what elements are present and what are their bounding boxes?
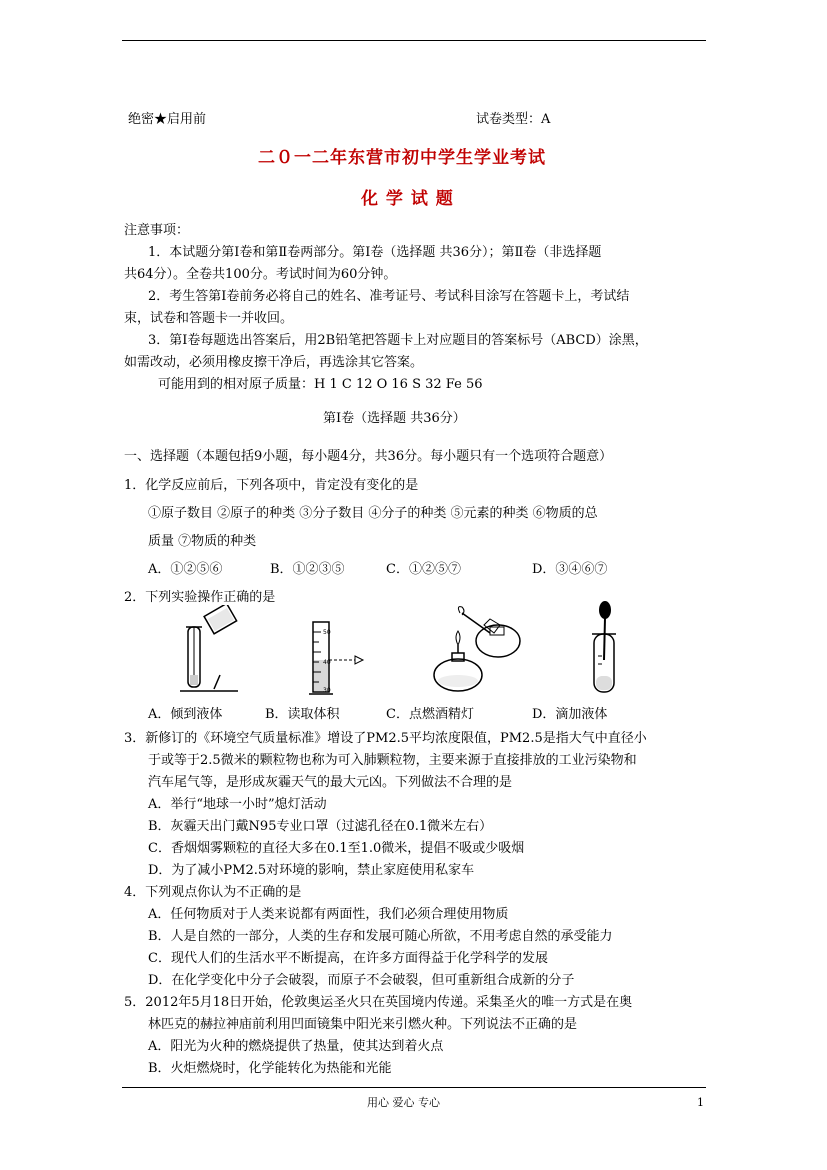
q5-option-a: A．阳光为火种的燃烧提供了热量，使其达到着火点: [148, 1039, 444, 1054]
q4-option-c: C．现代人们的生活水平不断提高，在许多方面得益于化学科学的发展: [148, 951, 548, 966]
q1-option-b: B．①②③⑤: [270, 562, 345, 577]
q2-option-b: B．读取体积: [265, 707, 340, 722]
notes-heading: 注意事项：: [124, 223, 190, 238]
footer-rule: [122, 1087, 706, 1088]
q5-option-b: B．火炬燃烧时，化学能转化为热能和光能: [148, 1061, 392, 1076]
q1-option-d: D．③④⑥⑦: [532, 562, 608, 577]
section-intro: 一、选择题（本题包括9小题，每小题4分，共36分。每小题只有一个选项符合题意）: [124, 449, 613, 464]
q2-option-d: D．滴加液体: [532, 707, 608, 722]
note-1a: 1．本试题分第Ⅰ卷和第Ⅱ卷两部分。第Ⅰ卷（选择题 共36分）；第Ⅱ卷（非选择题: [148, 245, 602, 260]
cylinder-mark-50: 50: [323, 629, 331, 636]
dropper-figure: [580, 600, 630, 698]
note-3b: 如需改动，必须用橡皮擦干净后，再选涂其它答案。: [124, 355, 424, 370]
atomic-masses: 可能用到的相对原子质量：H 1 C 12 O 16 S 32 Fe 56: [158, 377, 483, 392]
paper-type-label: 试卷类型：A: [476, 112, 551, 127]
q3-line1: 3．新修订的《环境空气质量标准》增设了PM2.5平均浓度限值，PM2.5是指大气中直径小: [124, 731, 647, 746]
footer-motto: 用心 爱心 专心: [367, 1096, 440, 1109]
q3-option-d: D．为了减小PM2.5对环境的影响，禁止家庭使用私家车: [148, 863, 475, 878]
top-rule: [122, 40, 706, 41]
q4-stem: 4．下列观点你认为不正确的是: [124, 885, 302, 900]
confidential-label: 绝密★启用前: [128, 112, 207, 127]
section-title: 第Ⅰ卷（选择题 共36分）: [323, 411, 466, 426]
q1-items-line1: ①原子数目 ②原子的种类 ③分子数目 ④分子的种类 ⑤元素的种类 ⑥物质的总: [148, 506, 598, 521]
alcohol-lamp-figure: [428, 605, 528, 695]
pour-liquid-figure: [180, 605, 240, 695]
q1-option-c: C．①②⑤⑦: [386, 562, 461, 577]
q2-stem: 2．下列实验操作正确的是: [124, 590, 276, 605]
q3-option-c: C．香烟烟雾颗粒的直径大多在0.1至1.0微米，提倡不吸或少吸烟: [148, 841, 525, 856]
q5-line1: 5．2012年5月18日开始，伦敦奥运圣火只在英国境内传递。采集圣火的唯一方式是在奥: [124, 995, 633, 1010]
exam-title: 二０一二年东营市初中学生学业考试: [258, 148, 546, 168]
q2-option-c: C．点燃酒精灯: [386, 707, 474, 722]
q3-option-b: B．灰霾天出门戴N95专业口罩（过滤孔径在0.1微米左右）: [148, 819, 493, 834]
q3-line2: 于或等于2.5微米的颗粒物也称为可入肺颗粒物，主要来源于直接排放的工业污染物和: [148, 753, 637, 768]
cylinder-mark-30: 30: [323, 687, 331, 694]
q1-items-line2: 质量 ⑦物质的种类: [148, 534, 257, 549]
q1-option-a: A．①②⑤⑥: [148, 562, 223, 577]
note-2a: 2．考生答第Ⅰ卷前务必将自己的姓名、准考证号、考试科目涂写在答题卡上，考试结: [148, 289, 630, 304]
exam-subtitle: 化 学 试 题: [361, 189, 454, 209]
q1-stem: 1．化学反应前后，下列各项中，肯定没有变化的是: [124, 478, 419, 493]
q4-option-d: D．在化学变化中分子会破裂，而原子不会破裂，但可重新组合成新的分子: [148, 973, 575, 988]
page-number: 1: [697, 1096, 704, 1109]
q5-line2: 林匹克的赫拉神庙前利用凹面镜集中阳光来引燃火种。下列说法不正确的是: [148, 1017, 578, 1032]
note-3a: 3．第Ⅰ卷每题选出答案后，用2B铅笔把答题卡上对应题目的答案标号（ABCD）涂黑，: [148, 333, 648, 348]
cylinder-mark-40: 40: [323, 659, 331, 666]
q3-line3: 汽车尾气等，是形成灰霾天气的最大元凶。下列做法不合理的是: [148, 775, 513, 790]
graduated-cylinder-figure: [305, 620, 365, 698]
q3-option-a: A．举行“地球一小时”熄灯活动: [148, 797, 327, 812]
q4-option-a: A．任何物质对于人类来说都有两面性，我们必须合理使用物质: [148, 907, 509, 922]
q4-option-b: B．人是自然的一部分，人类的生存和发展可随心所欲，不用考虑自然的承受能力: [148, 929, 613, 944]
q2-option-a: A．倾到液体: [148, 707, 223, 722]
note-2b: 束，试卷和答题卡一并收回。: [124, 311, 294, 326]
note-1b: 共64分）。全卷共100分。考试时间为60分钟。: [124, 267, 397, 282]
